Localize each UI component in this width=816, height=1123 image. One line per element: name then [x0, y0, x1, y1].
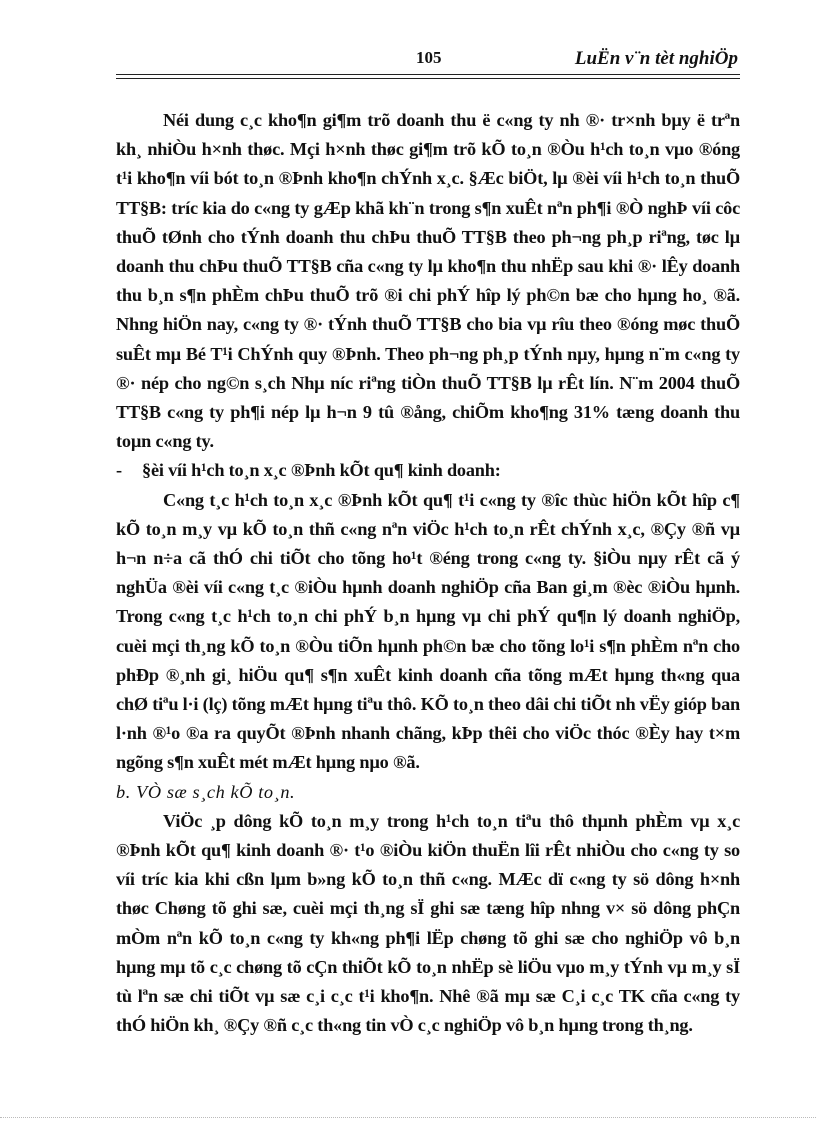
page-header [116, 44, 740, 78]
header-title: LuËn v¨n tèt nghiÖp [574, 48, 738, 69]
header-rule-bottom [116, 78, 740, 79]
footer-rule [0, 1117, 816, 1118]
subheading-books: b. VÒ sæ s¸ch kÕ to¸n. [116, 781, 296, 802]
paragraph-result-accounting: C«ng t¸c h¹ch to¸n x¸c ®Þnh kÕt qu¶ t¹i c«ng ty ®îc thùc hiÖn kÕt hîp c¶ kÕ to¸n m¸y vµ kÕ to¸n thñ c«ng nªn viÖc h¹ch to¸n rÊt chÝnh x¸c, ®Çy ®ñ vµ h¬n n÷a cã thÓ chi tiÕt cho tõng ho¹t ®éng trong c«ng ty. §iÒu nµy rÊt cã ý nghÜa ®èi víi c«ng t¸c ®iÒu hµnh doanh nghiÖp cña Ban gi¸m ®èc ®iÒu hµnh. Trong c«ng t¸c h¹ch to¸n chi phÝ b¸n hµng vµ chi phÝ qu¶n lý doanh nghiÖp, cuèi mçi th¸ng kÕ to¸n ®Òu tiÕn hµnh ph©n bæ cho tõng lo¹i s¶n phÈm nªn cho phÐp ®¸nh gi¸ hiÖu qu¶ s¶n xuÊt kinh doanh cña tõng mÆt hµng th«ng qua chØ tiªu l·i (lç) tõng mÆt hµng tiªu thô. KÕ to¸n theo dâi chi tiÕt nh vËy gióp ban l·nh ®¹o ®a ra quyÕt ®Þnh nhanh chãng, kÞp thêi cho viÖc thóc ®Èy hay t×m ngõng s¶n xuÊt mét mÆt hµng nµo ®ã. [116, 489, 740, 773]
bullet-result-accounting [116, 456, 740, 485]
document-body [116, 106, 740, 1041]
paragraph-deductions: Néi dung c¸c kho¶n gi¶m trõ doanh thu ë c«ng ty nh ®· tr×nh bµy ë trªn kh¸ nhiÒu h×nh thøc. Mçi h×nh thøc gi¶m trõ kÕ to¸n ®Òu h¹ch to¸n vµo ®óng t¹i kho¶n víi bót to¸n ®Þnh kho¶n chÝnh x¸c. §Æc biÖt, lµ ®èi víi h¹ch to¸n thuÕ TT§B: tríc kia do c«ng ty gÆp khã kh¨n trong s¶n xuÊt nªn ph¶i ®Ò nghÞ víi côc thuÕ tØnh cho tÝnh doanh thu chÞu thuÕ TT§B theo ph¬ng ph¸p riªng, tøc lµ doanh thu chÞu thuÕ TT§B cña c«ng ty lµ kho¶n thu nhËp sau khi ®· lÊy doanh thu b¸n s¶n phÈm chÞu thuÕ trõ ®i chi phÝ hîp lý ph©n bæ cho hµng ho¸ ®ã. Nhng hiÖn nay, c«ng ty ®· tÝnh thuÕ TT§B cho bia vµ rîu theo ®óng møc thuÕ suÊt mµ Bé T¹i ChÝnh quy ®Þnh. Theo ph¬ng ph¸p tÝnh nµy, hµng n¨m c«ng ty ®· nép cho ng©n s¸ch Nhµ níc riªng tiÒn thuÕ TT§B lµ rÊt lín. N¨m 2004 thuÕ TT§B c«ng ty ph¶i nép lµ h¬n 9 tû ®ång, chiÕm kho¶ng 31% tæng doanh thu toµn c«ng ty. [116, 110, 740, 452]
page-number: 105 [416, 48, 442, 67]
bullet-text: §èi víi h¹ch to¸n x¸c ®Þnh kÕt qu¶ kinh doanh: [142, 460, 501, 481]
header-rule-top [116, 74, 740, 75]
bullet-dash: - [116, 460, 122, 481]
paragraph-books: ViÖc ¸p dông kÕ to¸n m¸y trong h¹ch to¸n tiªu thô thµnh phÈm vµ x¸c ®Þnh kÕt qu¶ kinh doanh ®· t¹o ®iÒu kiÖn thuËn lîi rÊt nhiÒu cho c«ng ty so víi tríc kia khi cßn lµm b»ng kÕ to¸n thñ c«ng. MÆc dï c«ng ty sö dông h×nh thøc Chøng tõ ghi sæ, cuèi mçi th¸ng sÏ ghi sæ tæng hîp nhng v× sö dông phÇn mÒm nªn kÕ to¸n c«ng ty kh«ng ph¶i lËp chøng tõ ghi sæ cho nghiÖp vô b¸n hµng mµ tõ c¸c chøng tõ cÇn thiÕt kÕ to¸n nhËp sè liÖu vµo m¸y tÝnh vµ m¸y sÏ tù lªn sæ chi tiÕt vµ sæ c¸i c¸c t¹i kho¶n. Nhê ®ã mµ sæ C¸i c¸c TK cña c«ng ty thÓ hiÖn kh¸ ®Çy ®ñ c¸c th«ng tin vÒ c¸c nghiÖp vô b¸n hµng trong th¸ng. [116, 810, 740, 1036]
